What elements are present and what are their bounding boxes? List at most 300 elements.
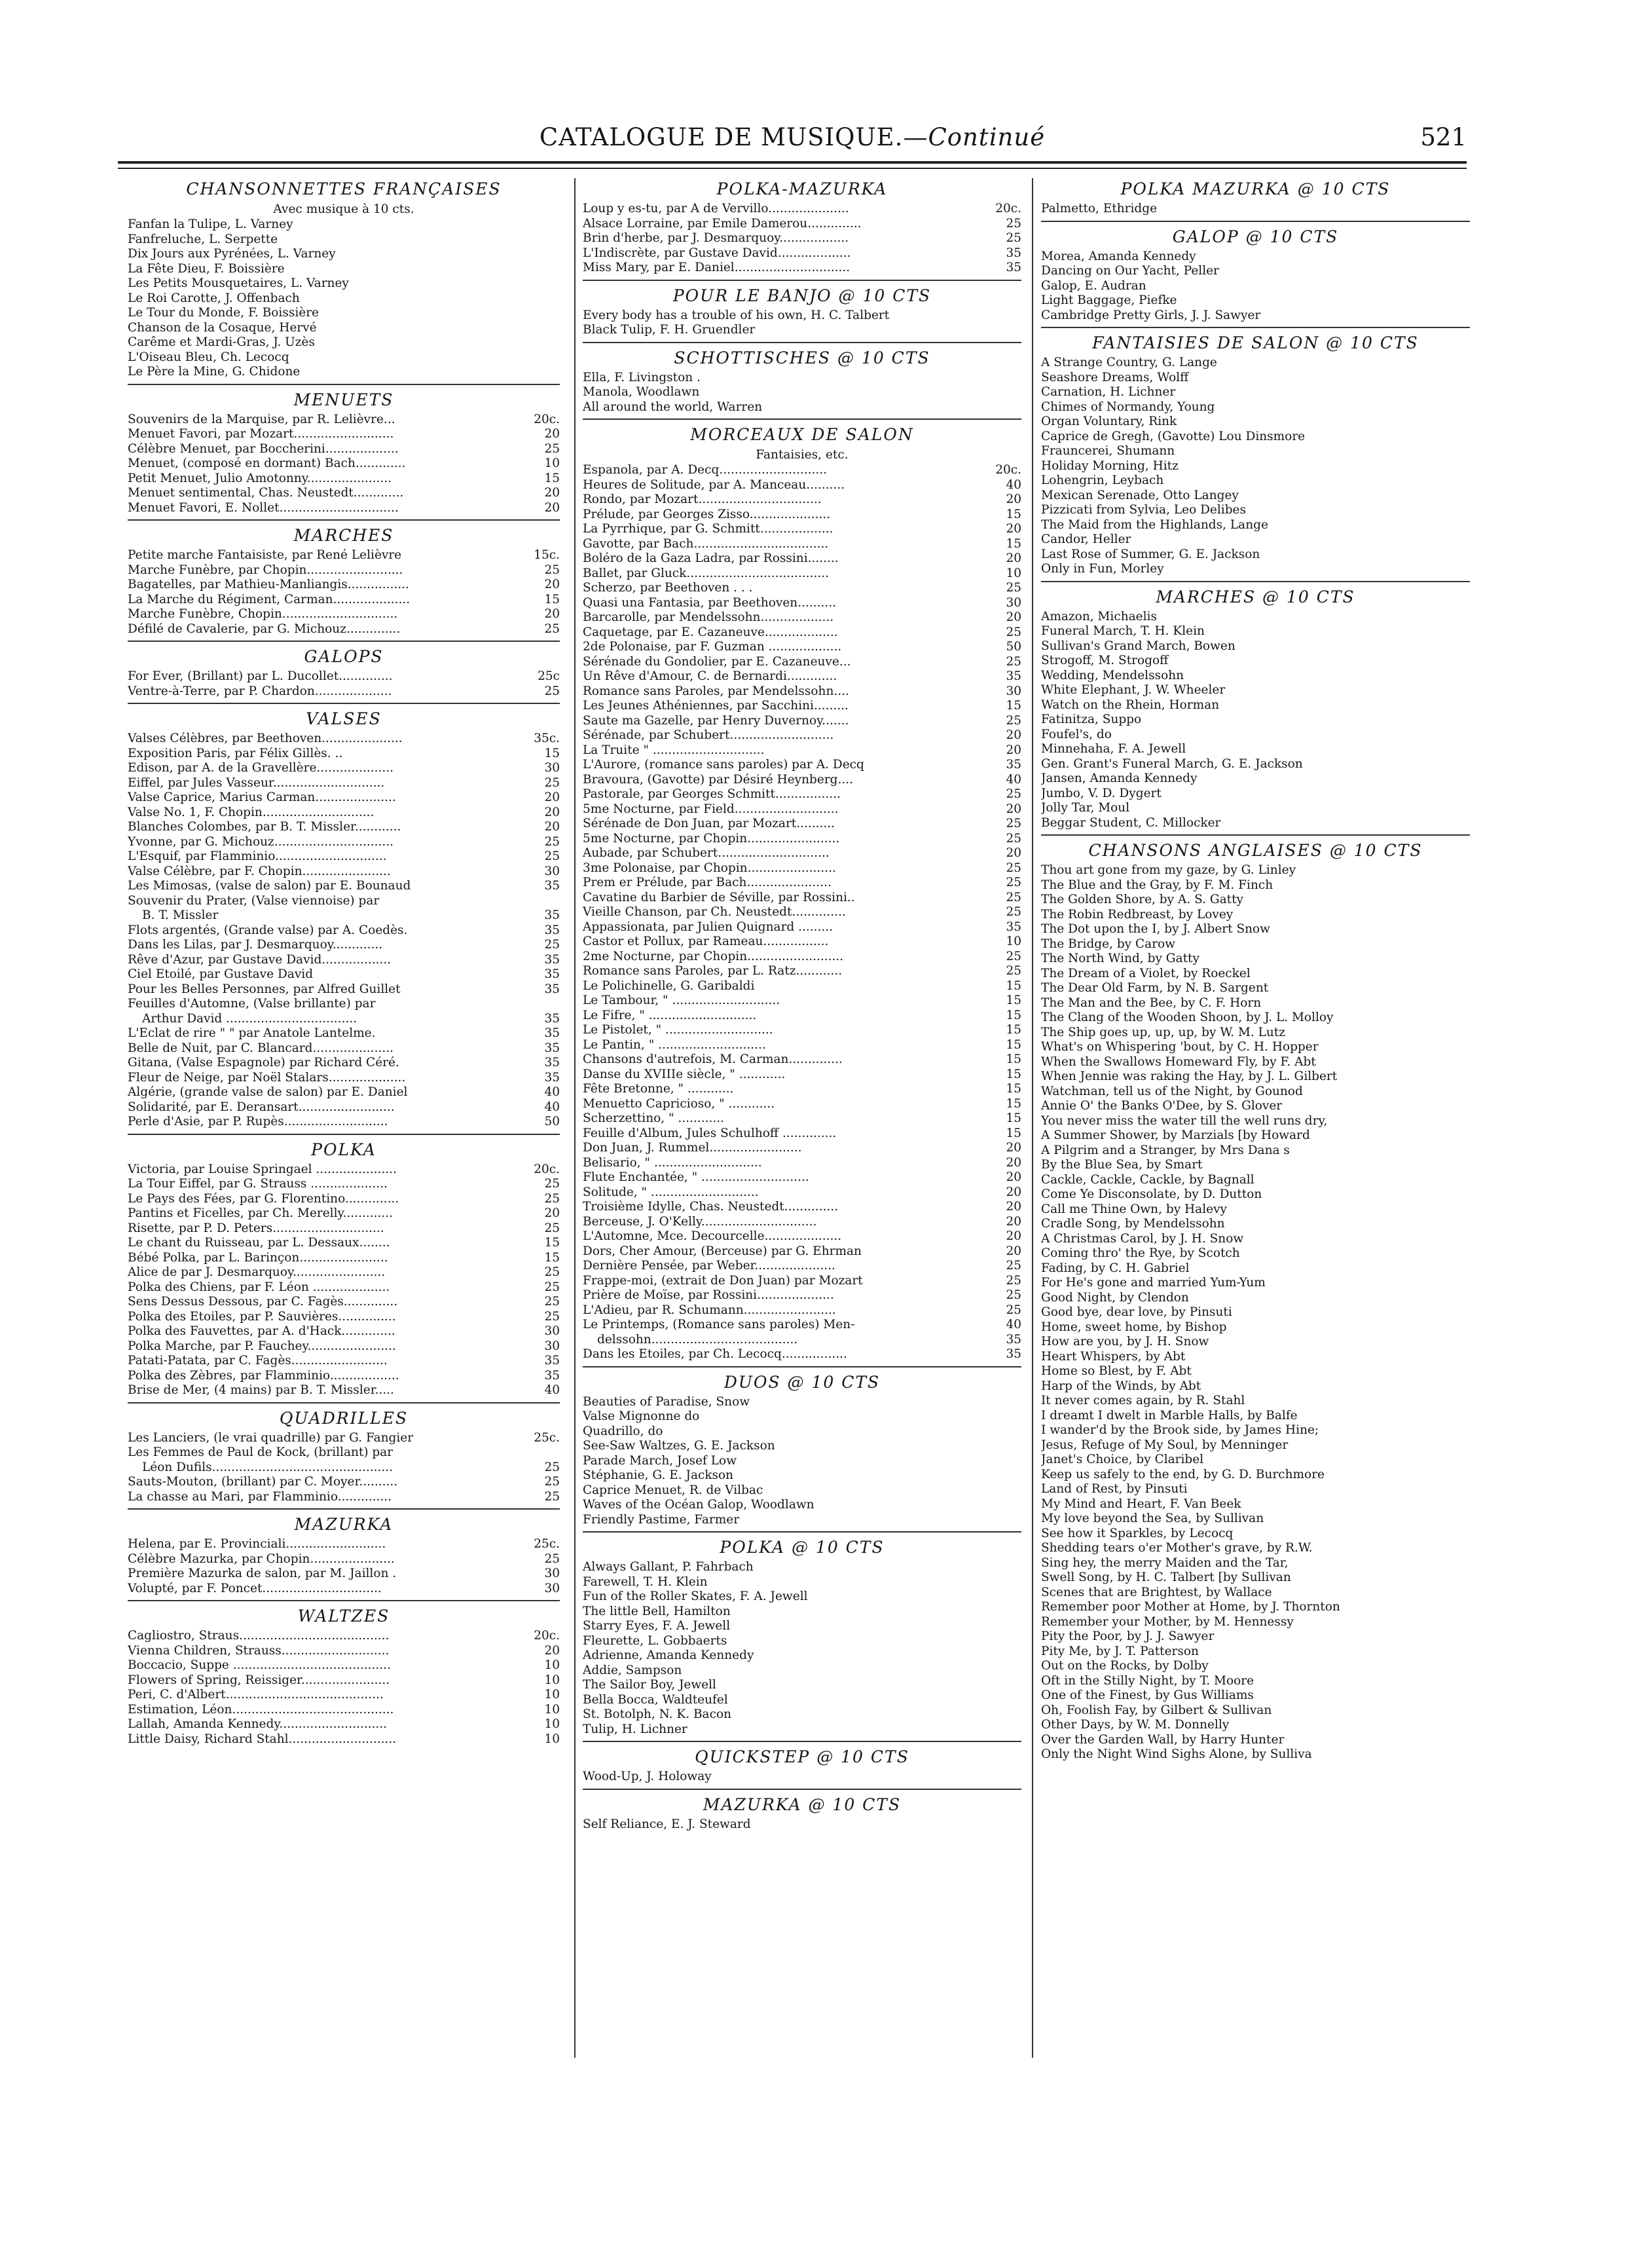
entry-title: Les Mimosas, (valse de salon) par E. Bounaud: [128, 879, 411, 893]
page-title: [118, 123, 1467, 151]
catalogue-entry: [1041, 1733, 1470, 1748]
entry-title: Candor, Heller: [1041, 532, 1131, 546]
entry-price: 20: [544, 1206, 560, 1220]
catalogue-entry: [128, 1339, 560, 1354]
catalogue-entry: [128, 1280, 560, 1295]
entry-title: Romance sans Paroles, par Mendelssohn....: [583, 684, 849, 698]
entry-title: Polka des Chiens, par F. Léon ....................: [128, 1280, 390, 1294]
catalogue-entry: [583, 1707, 1021, 1722]
entry-price: 25: [544, 1309, 560, 1324]
entry-price: 15: [544, 471, 560, 485]
catalogue-entry: [128, 849, 560, 864]
catalogue-entry: [128, 1537, 560, 1552]
entry-title: Pity Me, by J. T. Patterson: [1041, 1644, 1199, 1658]
catalogue-entry: [1041, 1423, 1470, 1438]
catalogue-entry: [1041, 1409, 1470, 1424]
entry-price: 35: [544, 923, 560, 937]
entry-title: Bagatelles, par Mathieu-Manliangis................: [128, 578, 409, 591]
entry-title: Light Baggage, Piefke: [1041, 293, 1177, 307]
catalogue-entry: [1041, 1497, 1470, 1512]
entry-price: 25: [1006, 831, 1021, 846]
entry-title: Frauncerei, Shumann: [1041, 444, 1175, 458]
section-heading: QUADRILLES: [279, 1408, 409, 1428]
catalogue-entry: [583, 261, 1021, 276]
entry-title: Saute ma Gazelle, par Henry Duvernoy.......: [583, 713, 849, 728]
entry-title: Jesus, Refuge of My Soul, by Menninger: [1041, 1438, 1289, 1452]
entry-title: Land of Rest, by Pinsuti: [1041, 1482, 1188, 1496]
entry-title: Menuetto Capricioso, " ............: [583, 1096, 775, 1111]
catalogue-entry: [1041, 279, 1470, 294]
section-heading: MORCEAUX DE SALON: [690, 425, 914, 444]
entry-title: A Christmas Carol, by J. H. Snow: [1041, 1231, 1244, 1246]
catalogue-entry: [583, 1560, 1021, 1575]
entry-title: Amazon, Michaelis: [1041, 609, 1157, 623]
entry-title: Brin d'herbe, par J. Desmarquoy..................: [583, 231, 849, 245]
catalogue-entry: [128, 276, 560, 291]
catalogue-entry: [1041, 1320, 1470, 1335]
catalogue-entry: [1041, 816, 1470, 831]
entry-title: Le Polichinelle, G. Garibaldi: [583, 978, 755, 993]
entry-title: The Sailor Boy, Jewell: [583, 1678, 716, 1692]
catalogue-entry: [583, 1023, 1021, 1038]
catalogue-entry: [128, 413, 560, 428]
catalogue-entry: [128, 982, 560, 997]
catalogue-entry: [1041, 742, 1470, 757]
catalogue-entry: [1041, 937, 1470, 952]
entry-price: 20: [544, 607, 560, 621]
entry-title: Ballet, par Gluck.....................................: [583, 566, 829, 580]
section-heading: CHANSONNETTES FRANÇAISES: [186, 179, 502, 198]
entry-title: My Mind and Heart, F. Van Beek: [1041, 1497, 1241, 1511]
entry-title: Marche Funèbre, par Chopin.........................: [128, 563, 403, 577]
entry-title: Le Pistolet, " ............................: [583, 1023, 773, 1037]
catalogue-entry: [1041, 562, 1470, 577]
entry-title: 3me Polonaise, par Chopin.......................: [583, 861, 836, 875]
section-heading: VALSES: [306, 709, 382, 728]
entry-price: 25: [1006, 905, 1021, 919]
catalogue-entry: [1041, 503, 1470, 518]
catalogue-entry: [583, 994, 1021, 1009]
entry-price: 25: [1006, 1273, 1021, 1288]
entry-price: 25: [544, 834, 560, 849]
catalogue-entry: [583, 876, 1021, 891]
catalogue-entry: [583, 743, 1021, 758]
entry-title: The Blue and the Gray, by F. M. Finch: [1041, 878, 1273, 892]
catalogue-entry: [1041, 1718, 1470, 1733]
entry-title: Annie O' the Banks O'Dee, by S. Glover: [1041, 1099, 1283, 1113]
catalogue-entry: [583, 714, 1021, 729]
entry-price: 35: [544, 982, 560, 996]
entry-title: L'Indiscrète, par Gustave David...................: [583, 246, 851, 260]
catalogue-entry: [1041, 1571, 1470, 1586]
entry-price: 20: [1006, 1185, 1021, 1199]
entry-price: 25: [1006, 625, 1021, 639]
catalogue-entry: [1041, 1261, 1470, 1276]
entry-title: The Bridge, by Carow: [1041, 937, 1176, 951]
catalogue-entry: [583, 1274, 1021, 1289]
entry-title: Alice de par J. Desmarquoy........................: [128, 1265, 386, 1279]
catalogue-entry: [1041, 728, 1470, 743]
entry-title: L'Eclat de rire " " par Anatole Lantelme.: [128, 1026, 376, 1040]
entry-price: 25c.: [534, 1537, 560, 1551]
entry-price: 25: [1006, 216, 1021, 231]
catalogue-entry: [583, 1126, 1021, 1142]
entry-title: The little Bell, Hamilton: [583, 1604, 731, 1618]
entry-title: Romance sans Paroles, par L. Ratz............: [583, 964, 843, 978]
entry-price: 15: [1006, 699, 1021, 713]
entry-title: Cagliostro, Straus.......................................: [128, 1629, 390, 1643]
entry-title: Rondo, par Mozart................................: [583, 493, 822, 506]
entry-price: 30: [544, 1581, 560, 1595]
entry-price: 35: [1006, 758, 1021, 771]
catalogue-entry: [128, 1717, 560, 1732]
entry-title: Come Ye Disconsolate, by D. Dutton: [1041, 1187, 1262, 1201]
catalogue-entry: [128, 1056, 560, 1071]
catalogue-column-right: [1041, 178, 1470, 1762]
catalogue-entry: [1041, 1482, 1470, 1497]
section-divider: [128, 703, 560, 704]
section-heading: DUOS @ 10 CTS: [723, 1372, 881, 1392]
entry-price: 10: [544, 1673, 560, 1687]
catalogue-entry: [583, 979, 1021, 994]
entry-title: For He's gone and married Yum-Yum: [1041, 1276, 1266, 1290]
catalogue-entry: [583, 596, 1021, 611]
entry-price: 20c.: [534, 1629, 560, 1643]
entry-title: Ciel Etoilé, par Gustave David: [128, 967, 314, 981]
catalogue-entry: [128, 1236, 560, 1251]
catalogue-entry: [583, 935, 1021, 950]
entry-title: Starry Eyes, F. A. Jewell: [583, 1619, 731, 1633]
entry-price: 20: [1006, 728, 1021, 742]
catalogue-entry: [1041, 1688, 1470, 1703]
entry-title: Valse Caprice, Marius Carman.....................: [128, 790, 396, 804]
catalogue-entry: [128, 1703, 560, 1718]
entry-title: It never comes again, by R. Stahl: [1041, 1394, 1245, 1407]
section-divider: [583, 280, 1021, 281]
entry-title: Out on the Rocks, by Dolby: [1041, 1659, 1209, 1673]
entry-title: Adrienne, Amanda Kennedy: [583, 1648, 754, 1662]
catalogue-entry: [583, 669, 1021, 684]
catalogue-entry: [128, 1490, 560, 1505]
catalogue-entry: [128, 879, 560, 894]
catalogue-entry: [583, 1303, 1021, 1318]
catalogue-entry: [128, 1383, 560, 1398]
section-heading: FANTAISIES DE SALON @ 10 CTS: [1092, 333, 1419, 352]
entry-title: Self Reliance, E. J. Steward: [583, 1817, 751, 1831]
entry-title: Prière de Moïse, par Rossini....................: [583, 1288, 834, 1302]
entry-title: Swell Song, by H. C. Talbert [by Sullivan: [1041, 1571, 1291, 1584]
entry-price: 25: [1006, 231, 1021, 245]
entry-title: Stéphanie, G. E. Jackson: [583, 1468, 734, 1482]
entry-price: 15: [1006, 994, 1021, 1007]
catalogue-entry: [128, 747, 560, 762]
catalogue-entry: [1041, 1541, 1470, 1556]
entry-price: 20c.: [995, 463, 1021, 477]
catalogue-entry: [583, 231, 1021, 246]
entry-price: 25: [544, 1177, 560, 1191]
catalogue-entry: [583, 323, 1021, 338]
catalogue-entry: [1041, 371, 1470, 386]
page-title-suffix: —Continué: [903, 123, 1046, 151]
entry-title: Risette, par P. D. Peters.............................: [128, 1221, 384, 1235]
entry-title: The Dot upon the I, by J. Albert Snow: [1041, 922, 1271, 936]
section-heading: GALOP @ 10 CTS: [1172, 227, 1339, 246]
catalogue-entry: [1041, 1158, 1470, 1173]
entry-title: 2me Nocturne, par Chopin.........................: [583, 949, 844, 963]
entry-title: Manola, Woodlawn: [583, 385, 700, 399]
entry-title: Addie, Sampson: [583, 1663, 682, 1677]
catalogue-entry: [583, 1483, 1021, 1498]
catalogue-entry: [583, 1141, 1021, 1156]
entry-title: Eiffel, par Jules Vasseur.............................: [128, 775, 385, 790]
entry-price: 20: [1006, 846, 1021, 860]
entry-price: 25: [544, 1280, 560, 1294]
entry-title: Vienna Children, Strauss............................: [128, 1643, 390, 1658]
entry-title: Flots argentés, (Grande valse) par A. Coedès.: [128, 923, 408, 937]
entry-title: Arthur David ..................................: [142, 1011, 357, 1026]
entry-price: 25: [544, 1475, 560, 1489]
entry-title: The Clang of the Wooden Shoon, by J. L. Molloy: [1041, 1011, 1334, 1024]
catalogue-entry: [1041, 459, 1470, 474]
entry-title: Quasi una Fantasia, par Beethoven..........: [583, 595, 837, 610]
entry-price: 40: [544, 1085, 560, 1099]
entry-title: Sens Dessus Dessous, par C. Fagès..............: [128, 1295, 398, 1309]
catalogue-entry: [128, 776, 560, 791]
catalogue-entry: [1041, 787, 1470, 802]
catalogue-entry: [583, 1333, 1021, 1348]
catalogue-entry: [128, 669, 560, 684]
entry-title: Chansons d'autrefois, M. Carman..............: [583, 1052, 843, 1066]
entry-price: 35: [544, 1041, 560, 1055]
section-heading: SCHOTTISCHES @ 10 CTS: [674, 348, 930, 367]
entry-title: Les Petits Mousquetaires, L. Varney: [128, 276, 349, 290]
entry-price: 35: [544, 952, 560, 967]
catalogue-entry: [1041, 878, 1470, 893]
entry-title: Menuet Favori, E. Nollet...............................: [128, 500, 399, 515]
catalogue-entry: [583, 1097, 1021, 1112]
entry-price: 20: [544, 790, 560, 804]
entry-title: Belle de Nuit, par C. Blancard.....................: [128, 1041, 394, 1055]
catalogue-entry: [1041, 654, 1470, 669]
entry-price: 25: [544, 1489, 560, 1504]
entry-price: 25: [544, 1265, 560, 1279]
entry-title: Minnehaha, F. A. Jewell: [1041, 742, 1186, 756]
catalogue-entry: [583, 1678, 1021, 1693]
entry-title: Gitana, (Valse Espagnole) par Richard Céré.: [128, 1056, 399, 1069]
section-divider: [1041, 327, 1470, 328]
catalogue-entry: [128, 684, 560, 699]
entry-title: Barcarolle, par Mendelssohn...................: [583, 610, 834, 624]
catalogue-entry: [128, 321, 560, 336]
entry-title: I dreamt I dwelt in Marble Halls, by Balfe: [1041, 1408, 1298, 1422]
section-divider: [128, 1600, 560, 1601]
catalogue-entry: [1041, 1202, 1470, 1218]
catalogue-entry: [1041, 1379, 1470, 1394]
entry-title: L'Oiseau Bleu, Ch. Lecocq: [128, 350, 289, 364]
catalogue-entry: [583, 1575, 1021, 1590]
catalogue-entry: [1041, 698, 1470, 713]
entry-title: Le Fifre, " ............................: [583, 1008, 757, 1022]
entry-title: When the Swallows Homeward Fly, by F. Abt: [1041, 1054, 1316, 1069]
catalogue-entry: [1041, 624, 1470, 639]
entry-price: 35: [544, 1070, 560, 1085]
header-rule: [118, 161, 1467, 164]
section-heading: POLKA: [311, 1140, 376, 1159]
section-divider: [583, 342, 1021, 343]
entry-price: 35: [544, 1368, 560, 1383]
entry-price: 25: [544, 622, 560, 636]
section-heading: MAZURKA: [294, 1515, 394, 1534]
entry-title: Parade March, Josef Low: [583, 1453, 737, 1468]
entry-price: 10: [1006, 566, 1021, 580]
entry-title: delssohn......................................: [597, 1332, 798, 1347]
entry-price: 20c.: [534, 1162, 560, 1176]
entry-title: Souvenir du Prater, (Valse viennoise) par: [128, 893, 380, 908]
page-number: 521: [1420, 123, 1467, 151]
entry-price: 10: [544, 456, 560, 470]
catalogue-entry: [128, 1658, 560, 1673]
entry-price: 20: [1006, 1200, 1021, 1214]
catalogue-entry: [1041, 1512, 1470, 1527]
catalogue-entry: [583, 1693, 1021, 1708]
catalogue-entry: [128, 790, 560, 806]
catalogue-entry: [583, 787, 1021, 802]
entry-title: La Tour Eiffel, par G. Strauss ....................: [128, 1177, 388, 1191]
entry-price: 10: [544, 1732, 560, 1746]
catalogue-entry: [1041, 1600, 1470, 1615]
entry-price: 15: [544, 1250, 560, 1265]
entry-price: 25: [544, 1295, 560, 1309]
catalogue-entry: [583, 400, 1021, 415]
catalogue-entry: [128, 1354, 560, 1369]
catalogue-entry: [128, 607, 560, 622]
entry-price: 25: [1006, 817, 1021, 830]
entry-title: Jolly Tar, Moul: [1041, 801, 1130, 815]
entry-title: Coming thro' the Rye, by Scotch: [1041, 1246, 1240, 1260]
entry-title: Bravoura, (Gavotte) par Désiré Heynberg....: [583, 772, 854, 787]
entry-title: La Marche du Régiment, Carman....................: [128, 592, 411, 606]
entry-price: 25: [544, 938, 560, 952]
catalogue-entry: [583, 1424, 1021, 1440]
section-divider: [128, 1134, 560, 1135]
entry-title: My love beyond the Sea, by Sullivan: [1041, 1512, 1264, 1525]
catalogue-entry: [583, 640, 1021, 655]
entry-price: 20: [544, 820, 560, 834]
catalogue-entry: [1041, 1114, 1470, 1129]
entry-price: 15: [1006, 1082, 1021, 1096]
catalogue-entry: [128, 1629, 560, 1644]
catalogue-entry: [128, 732, 560, 747]
catalogue-entry: [1041, 1556, 1470, 1571]
entry-price: 10: [544, 1688, 560, 1701]
catalogue-entry: [128, 217, 560, 232]
entry-title: Menuet Favori, par Mozart..........................: [128, 427, 394, 441]
entry-price: 25: [1006, 1259, 1021, 1273]
entry-title: How are you, by J. H. Snow: [1041, 1335, 1209, 1348]
entry-title: The Golden Shore, by A. S. Gatty: [1041, 893, 1243, 906]
entry-title: Fanfan la Tulipe, L. Varney: [128, 217, 293, 231]
catalogue-entry: [128, 247, 560, 262]
catalogue-entry: [128, 1192, 560, 1207]
entry-title: Feuille d'Album, Jules Schulhoff ..............: [583, 1126, 837, 1140]
entry-price: 30: [544, 1324, 560, 1338]
entry-title: Good bye, dear love, by Pinsuti: [1041, 1305, 1232, 1319]
entry-price: 20: [544, 486, 560, 500]
entry-title: Le Pays des Fées, par G. Florentino..............: [128, 1191, 399, 1206]
entry-title: Ella, F. Livingston .: [583, 370, 701, 384]
entry-price: 20c.: [534, 412, 560, 426]
catalogue-entry: [1041, 1055, 1470, 1070]
catalogue-entry: [1041, 548, 1470, 563]
entry-title: Pizzicati from Sylvia, Leo Delibes: [1041, 503, 1247, 517]
entry-price: 25: [1006, 787, 1021, 801]
catalogue-entry: [583, 371, 1021, 386]
entry-title: Home so Blest, by F. Abt: [1041, 1364, 1192, 1378]
catalogue-entry: [583, 1817, 1021, 1832]
entry-title: The Man and the Bee, by C. F. Horn: [1041, 995, 1262, 1010]
entry-price: 15: [1006, 1096, 1021, 1111]
catalogue-entry: [128, 1041, 560, 1056]
entry-title: Beauties of Paradise, Snow: [583, 1394, 750, 1409]
entry-title: L'Adieu, par R. Schumann........................: [583, 1303, 836, 1317]
entry-price: 25: [1006, 876, 1021, 889]
entry-title: Farewell, T. H. Klein: [583, 1574, 708, 1589]
entry-price: 20: [544, 427, 560, 441]
entry-title: Sauts-Mouton, (brillant) par C. Moyer..........: [128, 1475, 398, 1489]
catalogue-entry: [128, 472, 560, 487]
entry-price: 25: [544, 1191, 560, 1206]
entry-price: 50: [544, 1115, 560, 1128]
entry-title: Organ Voluntary, Rink: [1041, 415, 1177, 428]
catalogue-entry: [128, 1673, 560, 1688]
entry-price: 20: [1006, 610, 1021, 624]
entry-title: Fleurette, L. Gobbaerts: [583, 1633, 727, 1648]
entry-title: Cackle, Cackle, Cackle, by Bagnall: [1041, 1172, 1254, 1187]
entry-title: Sérénade du Gondolier, par E. Cazaneuve...: [583, 654, 851, 669]
catalogue-entry: [128, 1582, 560, 1597]
entry-price: 30: [544, 864, 560, 878]
catalogue-entry: [583, 1409, 1021, 1424]
catalogue-entry: [583, 950, 1021, 965]
entry-price: 20: [1006, 1244, 1021, 1258]
entry-price: 30: [544, 1567, 560, 1580]
entry-price: 20: [1006, 1214, 1021, 1229]
catalogue-entry: [1041, 1187, 1470, 1202]
entry-price: 25: [544, 563, 560, 577]
catalogue-entry: [583, 1619, 1021, 1634]
entry-price: 35: [544, 879, 560, 893]
entry-title: Valse Célèbre, par F. Chopin.......................: [128, 864, 391, 878]
entry-title: Valses Célèbres, par Beethoven.....................: [128, 732, 403, 745]
entry-title: Souvenirs de la Marquise, par R. Lelièvre...: [128, 412, 395, 426]
entry-title: Peri, C. d'Albert.........................................: [128, 1688, 384, 1701]
entry-title: Palmetto, Ethridge: [1041, 202, 1158, 215]
entry-title: The Ship goes up, up, up, by W. M. Lutz: [1041, 1025, 1285, 1039]
catalogue-entry: [1041, 1099, 1470, 1114]
catalogue-entry: [128, 291, 560, 307]
catalogue-entry: [1041, 863, 1470, 878]
entry-title: Marche Funèbre, Chopin..............................: [128, 607, 398, 621]
catalogue-entry: [128, 1552, 560, 1567]
entry-title: La Truite " .............................: [583, 743, 765, 757]
catalogue-entry: [128, 365, 560, 380]
entry-title: Jansen, Amanda Kennedy: [1041, 771, 1198, 785]
entry-title: Keep us safely to the end, by G. D. Burchmore: [1041, 1467, 1325, 1481]
section-divider: [583, 1789, 1021, 1790]
entry-price: 50: [1006, 640, 1021, 654]
catalogue-entry: [128, 967, 560, 982]
entry-title: Beggar Student, C. Millocker: [1041, 815, 1221, 830]
